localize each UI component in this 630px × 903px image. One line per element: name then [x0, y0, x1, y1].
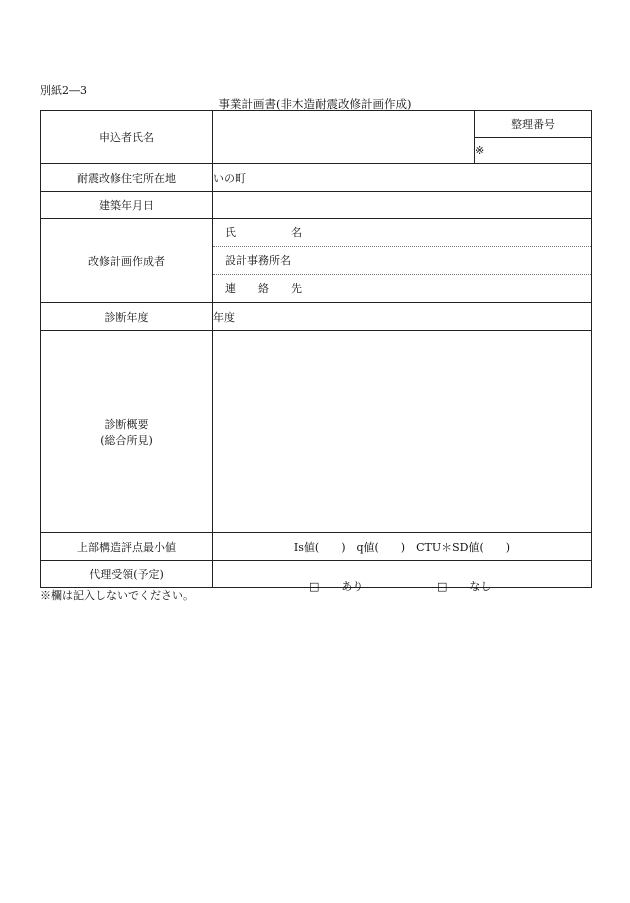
- form-id: 別紙2―3: [40, 84, 87, 97]
- proxy-receipt-label: 代理受領(予定): [41, 561, 213, 588]
- applicant-name-label: 申込者氏名: [41, 111, 213, 164]
- seiri-number-label: 整理番号: [475, 111, 592, 138]
- diagnosis-summary-label-line1: 診断概要: [104, 417, 149, 431]
- diagnosis-summary-label: [41, 331, 213, 533]
- proxy-receipt-field: [213, 561, 592, 593]
- planner-name-field[interactable]: 氏 名: [225, 226, 302, 239]
- applicant-name-field[interactable]: [213, 111, 475, 164]
- diagnosis-summary-label-line2: (総合所見): [100, 433, 153, 447]
- planner-contact-field[interactable]: 連 絡 先: [213, 274, 591, 302]
- seiri-number-field: ※: [475, 138, 592, 164]
- planner-fields: [213, 219, 592, 303]
- structure-score-field[interactable]: Is値( ) q値( ) CTU＊SD値( ): [213, 533, 592, 561]
- document-title: 事業計画書(非木造耐震改修計画作成): [218, 97, 412, 111]
- location-label: 耐震改修住宅所在地: [41, 164, 213, 192]
- build-date-label: 建築年月日: [41, 192, 213, 219]
- proxy-yes-checkbox[interactable]: □ あり: [309, 580, 364, 593]
- application-form-table: [40, 110, 592, 593]
- location-field[interactable]: いの町: [213, 164, 592, 192]
- diagnosis-year-unit: 年度: [213, 310, 235, 324]
- diagnosis-year-field[interactable]: [213, 303, 592, 331]
- proxy-no-checkbox[interactable]: □ なし: [437, 580, 492, 593]
- planner-office-field[interactable]: 設計事務所名: [213, 246, 591, 274]
- structure-score-label: 上部構造評点最小値: [41, 533, 213, 561]
- build-date-field[interactable]: [213, 192, 592, 219]
- diagnosis-summary-field[interactable]: [213, 331, 592, 533]
- footer-note: ※欄は記入しないでください。: [40, 589, 194, 602]
- diagnosis-year-label: 診断年度: [41, 303, 213, 331]
- planner-label: 改修計画作成者: [41, 219, 213, 303]
